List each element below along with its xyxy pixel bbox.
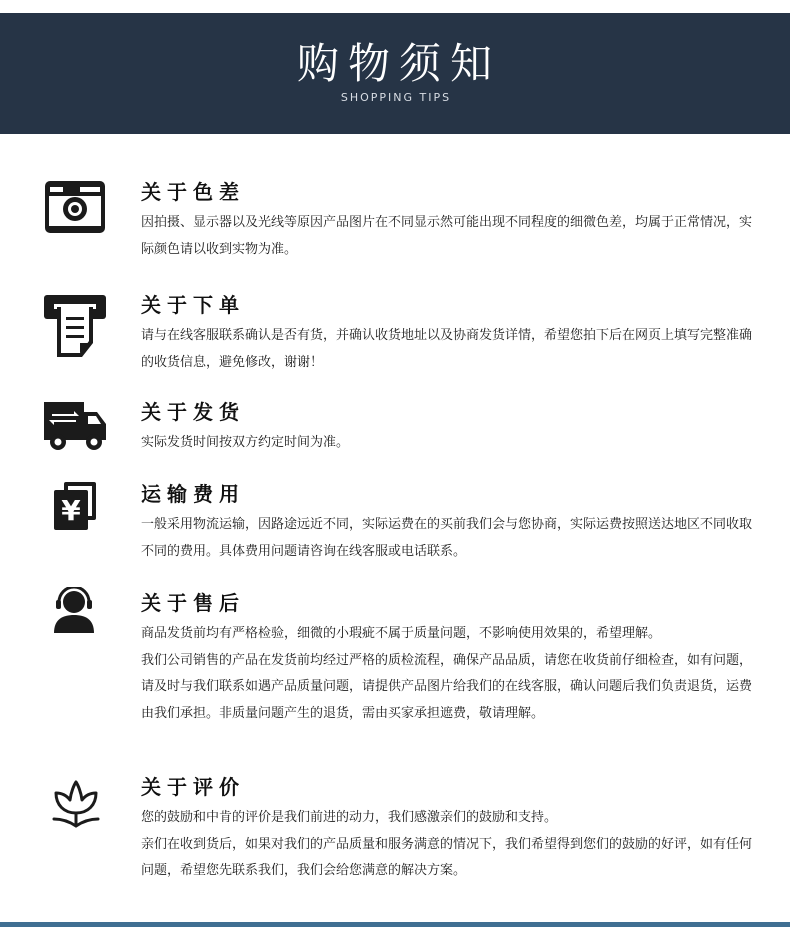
section-title: 关于售后 bbox=[141, 591, 245, 615]
section-paragraph: 您的鼓励和中肯的评价是我们前进的动力，我们感激亲们的鼓励和支持。 bbox=[141, 810, 558, 825]
section-paragraph: 商品发货前均有严格检验，细微的小瑕疵不属于质量问题，不影响使用效果的，希望理解。 bbox=[141, 626, 662, 641]
section-title: 关于发货 bbox=[141, 400, 245, 424]
section-paragraph: 因拍摄、显示器以及光线等原因产品图片在不同显示然可能出现不同程度的细微色差，均属于正常情况，实际颜色请以收到实物为准。 bbox=[141, 215, 753, 257]
section-text bbox=[141, 805, 753, 885]
delivery-truck-icon bbox=[44, 400, 106, 452]
page-subtitle: SHOPPING TIPS bbox=[340, 91, 452, 104]
customer-service-icon bbox=[54, 587, 94, 633]
section-paragraph: 请与在线客服联系确认是否有货，并确认收货地址以及协商发货详情，希望您拍下后在网页上填写完整准确的收货信息，避免修改，谢谢！ bbox=[141, 328, 753, 370]
section-paragraph: 亲们在收到货后，如果对我们的产品质量和服务满意的情况下，我们希望得到您们的鼓励的好评，如有任何问题，希望您先联系我们，我们会给您满意的解决方案。 bbox=[141, 836, 753, 878]
section-text bbox=[141, 512, 753, 565]
section-title: 运输费用 bbox=[141, 482, 245, 506]
section-text bbox=[141, 621, 753, 727]
bottom-bar bbox=[0, 922, 790, 927]
camera-icon bbox=[44, 181, 106, 243]
section-title: 关于评价 bbox=[141, 775, 245, 799]
section-paragraph: 一般采用物流运输，因路途远近不同，实际运费在的买前我们会与您协商，实际运费按照送达地区不同收取不同的费用。具体费用问题请咨询在线客服或电话联系。 bbox=[141, 517, 753, 559]
page-header bbox=[0, 13, 790, 134]
section-text bbox=[141, 210, 753, 263]
section-title: 关于色差 bbox=[141, 180, 245, 204]
receipt-printer-icon bbox=[44, 295, 106, 357]
section-paragraph: 实际发货时间按双方约定时间为准。 bbox=[141, 435, 350, 450]
yuan-fee-icon bbox=[52, 482, 98, 530]
section-title: 关于下单 bbox=[141, 293, 245, 317]
flower-icon bbox=[50, 779, 102, 831]
section-text bbox=[141, 323, 753, 376]
page-title: 购物须知 bbox=[296, 39, 501, 88]
svg-text:¥: ¥ bbox=[61, 494, 81, 527]
section-paragraph: 我们公司销售的产品在发货前均经过严格的质检流程，确保产品品质，请您在收货前仔细检查，如有问题，请及时与我们联系如遇产品质量问题，请提供产品图片给我们的在线客服，确认问题后我们负责退货，运费由我们承担。非质量问题产生的退货，需由买家承担遮费，敬请理解。 bbox=[141, 652, 753, 721]
section-text bbox=[141, 430, 753, 457]
